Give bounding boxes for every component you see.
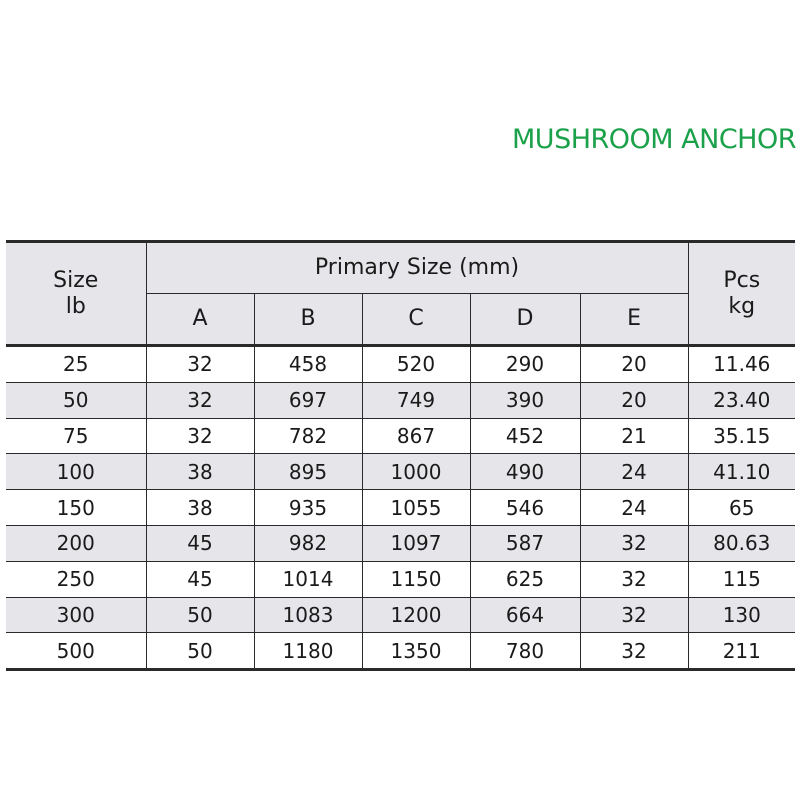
table-row xyxy=(6,633,795,670)
c-cell: 1350 xyxy=(362,633,470,670)
b-cell: 982 xyxy=(254,525,362,561)
b-cell: 1014 xyxy=(254,561,362,597)
b-cell: 697 xyxy=(254,382,362,418)
a-cell: 38 xyxy=(146,454,254,490)
weight-cell: 211 xyxy=(688,633,795,670)
a-cell: 32 xyxy=(146,418,254,454)
d-cell: 664 xyxy=(470,597,580,633)
weight-cell: 41.10 xyxy=(688,454,795,490)
table-row xyxy=(6,525,795,561)
pcs-header-line1: Pcs xyxy=(723,267,761,293)
table-row xyxy=(6,454,795,490)
d-cell: 780 xyxy=(470,633,580,670)
table-row xyxy=(6,490,795,526)
e-cell: 32 xyxy=(580,561,688,597)
c-cell: 749 xyxy=(362,382,470,418)
b-cell: 458 xyxy=(254,346,362,383)
b-cell: 1180 xyxy=(254,633,362,670)
size-cell: 250 xyxy=(6,561,146,597)
column-header-e: E xyxy=(580,294,688,346)
size-header-line1: Size xyxy=(53,267,99,293)
d-cell: 546 xyxy=(470,490,580,526)
weight-cell: 23.40 xyxy=(688,382,795,418)
size-cell: 100 xyxy=(6,454,146,490)
e-cell: 32 xyxy=(580,633,688,670)
column-header-a: A xyxy=(146,294,254,346)
d-cell: 390 xyxy=(470,382,580,418)
size-cell: 150 xyxy=(6,490,146,526)
b-cell: 895 xyxy=(254,454,362,490)
table-row xyxy=(6,382,795,418)
size-cell: 75 xyxy=(6,418,146,454)
size-cell: 300 xyxy=(6,597,146,633)
e-cell: 20 xyxy=(580,346,688,383)
column-header-c: C xyxy=(362,294,470,346)
table-row xyxy=(6,597,795,633)
primary-size-header: Primary Size (mm) xyxy=(146,242,688,294)
e-cell: 20 xyxy=(580,382,688,418)
a-cell: 45 xyxy=(146,561,254,597)
c-cell: 1000 xyxy=(362,454,470,490)
size-header xyxy=(6,242,146,346)
d-cell: 290 xyxy=(470,346,580,383)
table-row xyxy=(6,346,795,383)
e-cell: 24 xyxy=(580,490,688,526)
pcs-header xyxy=(688,242,795,346)
size-cell: 50 xyxy=(6,382,146,418)
table-header xyxy=(6,242,795,346)
a-cell: 50 xyxy=(146,633,254,670)
pcs-header-unit: kg xyxy=(728,293,756,319)
e-cell: 21 xyxy=(580,418,688,454)
c-cell: 1097 xyxy=(362,525,470,561)
a-cell: 32 xyxy=(146,382,254,418)
b-cell: 1083 xyxy=(254,597,362,633)
size-cell: 25 xyxy=(6,346,146,383)
page-title: MUSHROOM ANCHOR xyxy=(512,124,796,155)
c-cell: 1055 xyxy=(362,490,470,526)
table-body xyxy=(6,346,795,670)
table-row xyxy=(6,418,795,454)
e-cell: 32 xyxy=(580,597,688,633)
size-cell: 200 xyxy=(6,525,146,561)
a-cell: 32 xyxy=(146,346,254,383)
c-cell: 1200 xyxy=(362,597,470,633)
weight-cell: 35.15 xyxy=(688,418,795,454)
column-header-d: D xyxy=(470,294,580,346)
b-cell: 782 xyxy=(254,418,362,454)
d-cell: 452 xyxy=(470,418,580,454)
d-cell: 625 xyxy=(470,561,580,597)
weight-cell: 80.63 xyxy=(688,525,795,561)
b-cell: 935 xyxy=(254,490,362,526)
weight-cell: 65 xyxy=(688,490,795,526)
spec-table xyxy=(6,240,795,671)
d-cell: 587 xyxy=(470,525,580,561)
c-cell: 1150 xyxy=(362,561,470,597)
weight-cell: 115 xyxy=(688,561,795,597)
size-header-unit: lb xyxy=(65,293,86,319)
d-cell: 490 xyxy=(470,454,580,490)
c-cell: 520 xyxy=(362,346,470,383)
weight-cell: 130 xyxy=(688,597,795,633)
a-cell: 38 xyxy=(146,490,254,526)
size-cell: 500 xyxy=(6,633,146,670)
c-cell: 867 xyxy=(362,418,470,454)
e-cell: 24 xyxy=(580,454,688,490)
a-cell: 45 xyxy=(146,525,254,561)
a-cell: 50 xyxy=(146,597,254,633)
column-header-b: B xyxy=(254,294,362,346)
weight-cell: 11.46 xyxy=(688,346,795,383)
e-cell: 32 xyxy=(580,525,688,561)
table-row xyxy=(6,561,795,597)
